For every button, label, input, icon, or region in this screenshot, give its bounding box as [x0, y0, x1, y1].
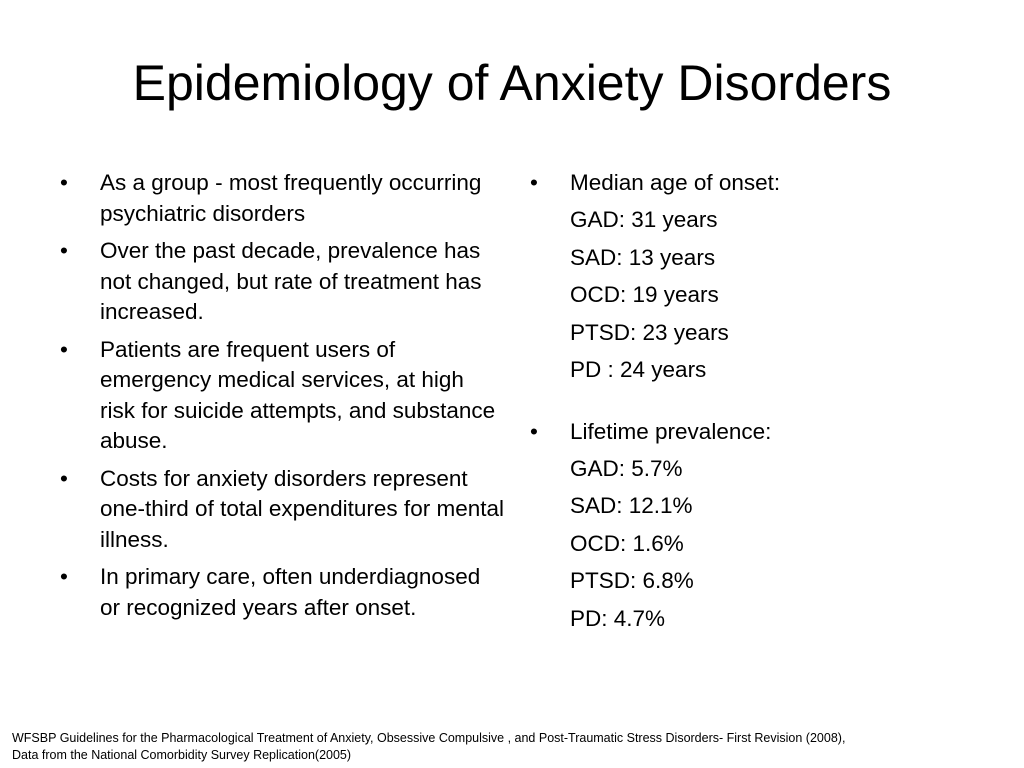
list-item: PTSD: 23 years	[570, 319, 729, 345]
list-item: PD: 4.7%	[570, 605, 666, 631]
left-column	[56, 168, 504, 630]
left-bullet-list	[56, 168, 504, 623]
bullet-icon: •	[60, 170, 68, 195]
bullet-text: Patients are frequent users of emergency medical services, at high risk for suicide attempts, and substance abuse.	[100, 336, 496, 453]
list-item: PD : 24 years	[570, 357, 707, 382]
list-item	[56, 335, 504, 457]
citation-footer	[12, 730, 1012, 764]
onset-heading-text: Median age of onset:	[570, 170, 781, 195]
prevalence-block	[526, 417, 986, 638]
bullet-icon: •	[530, 418, 538, 444]
right-column	[526, 168, 986, 665]
bullet-icon: •	[60, 336, 68, 362]
prevalence-heading	[526, 417, 986, 447]
list-item	[56, 236, 504, 328]
bullet-icon: •	[60, 465, 68, 491]
onset-block	[526, 168, 986, 389]
list-item: SAD: 13 years	[570, 244, 716, 270]
bullet-text: Costs for anxiety disorders represent one-third of total expenditures for mental illness.	[100, 465, 504, 552]
bullet-text: As a group - most frequently occurring psychiatric disorders	[100, 170, 482, 226]
bullet-icon: •	[60, 564, 68, 589]
citation-line: Data from the National Comorbidity Survey Replication(2005)	[12, 748, 352, 762]
bullet-icon: •	[60, 238, 68, 263]
list-item: OCD: 19 years	[570, 282, 719, 307]
onset-heading	[526, 168, 986, 198]
prevalence-heading-text: Lifetime prevalence:	[570, 418, 772, 444]
prevalence-list	[526, 450, 986, 638]
bullet-icon: •	[530, 170, 538, 195]
bullet-text: Over the past decade, prevalence has not changed, but rate of treatment has increased.	[100, 238, 482, 324]
list-item	[56, 168, 504, 229]
bullet-text: In primary care, often underdiagnosed or recognized years after onset.	[100, 564, 481, 620]
list-item: OCD: 1.6%	[570, 530, 684, 556]
list-item: SAD: 12.1%	[570, 493, 693, 518]
onset-list	[526, 201, 986, 389]
citation-line: WFSBP Guidelines for the Pharmacological Treatment of Anxiety, Obsessive Compulsive , and Post-Traumatic Stress Disorders- First Revision (2008),	[12, 731, 846, 745]
slide-title: Epidemiology of Anxiety Disorders	[132, 55, 892, 111]
list-item: PTSD: 6.8%	[570, 568, 694, 593]
list-item	[56, 562, 504, 623]
list-item: GAD: 31 years	[570, 207, 718, 232]
list-item	[56, 464, 504, 556]
list-item: GAD: 5.7%	[570, 455, 683, 481]
